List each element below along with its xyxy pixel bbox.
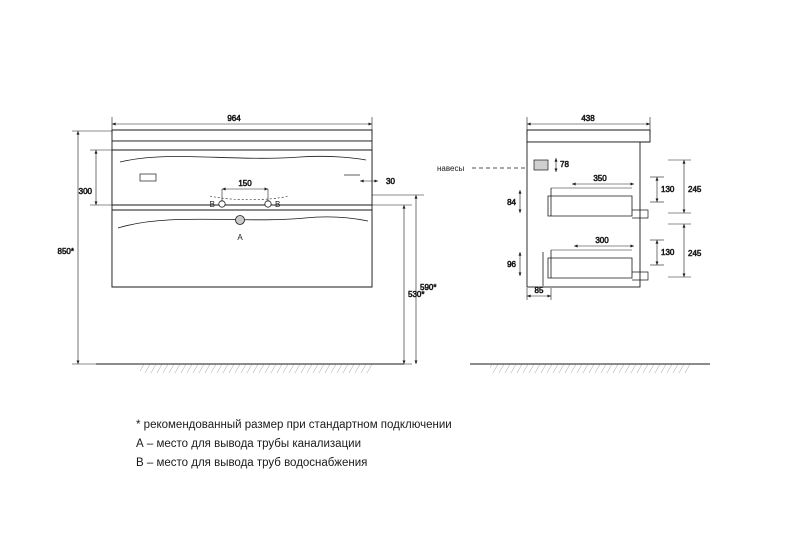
note-drain-outlet: А – место для вывода трубы канализации bbox=[136, 438, 362, 450]
dim-96: 96 bbox=[507, 260, 516, 269]
dim-850: 850* bbox=[57, 247, 74, 256]
marker-a-drain: A bbox=[237, 233, 243, 242]
water-point-left bbox=[219, 201, 225, 207]
marker-b-right: B bbox=[275, 200, 281, 209]
dim-300-side: 300 bbox=[595, 236, 609, 245]
dim-150: 150 bbox=[238, 179, 252, 188]
dim-245-upper: 245 bbox=[688, 185, 702, 194]
dim-30: 30 bbox=[386, 177, 395, 186]
side-countertop bbox=[527, 130, 650, 142]
dim-85: 85 bbox=[534, 286, 544, 295]
dim-438: 438 bbox=[581, 114, 595, 123]
label-hanger: навесы bbox=[437, 164, 465, 173]
note-water-outlet: B – место для вывода труб водоснабжения bbox=[136, 457, 368, 469]
front-floor-hatch bbox=[140, 364, 372, 373]
water-point-right bbox=[265, 201, 271, 207]
dim-530: 530* bbox=[408, 290, 425, 299]
side-labels bbox=[437, 164, 464, 173]
drain-point bbox=[236, 216, 245, 225]
dim-590: 590* bbox=[420, 283, 437, 292]
dim-964: 964 bbox=[227, 114, 241, 123]
front-countertop bbox=[112, 130, 372, 141]
dim-245-lower: 245 bbox=[688, 249, 702, 258]
dim-78: 78 bbox=[560, 160, 569, 169]
dim-300-front: 300 bbox=[78, 187, 92, 196]
dim-350: 350 bbox=[593, 174, 607, 183]
dim-130-lower: 130 bbox=[661, 248, 675, 257]
dim-84: 84 bbox=[507, 198, 516, 207]
note-recommended-size: * рекомендованный размер при стандартном подключении bbox=[136, 419, 452, 431]
marker-b-left: B bbox=[209, 200, 215, 209]
dim-130-upper: 130 bbox=[661, 185, 675, 194]
front-view-group bbox=[96, 130, 404, 373]
side-floor-hatch bbox=[490, 364, 690, 373]
side-hanger-bracket bbox=[534, 160, 548, 170]
